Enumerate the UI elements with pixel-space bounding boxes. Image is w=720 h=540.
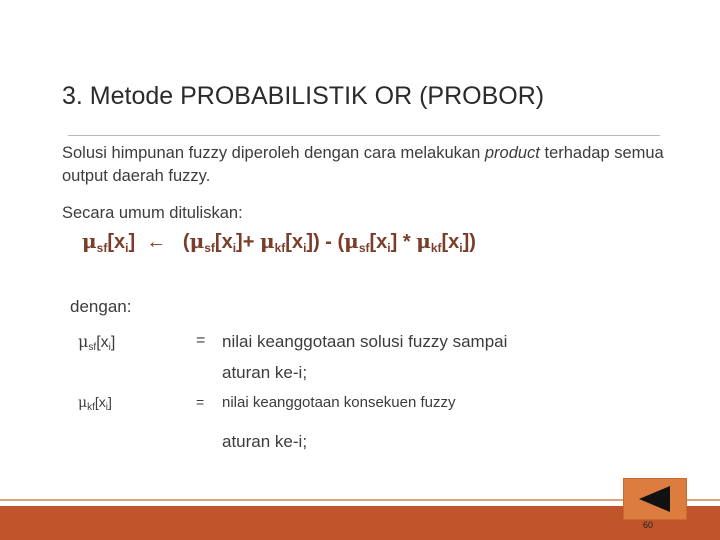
mu-sf-symbol: $\mu_{sf}[x_i]$ xyxy=(78,332,116,353)
arrow-icon: ← xyxy=(146,231,167,253)
definition-1-line-2: aturan ke-i; xyxy=(222,363,308,382)
intro-text-1: Solusi himpunan fuzzy diperoleh dengan cara melakukan xyxy=(62,144,485,162)
footer-bar xyxy=(0,506,720,540)
intro-paragraph xyxy=(62,142,712,188)
equals-sign-1: = xyxy=(196,332,206,349)
dengan-label: dengan: xyxy=(70,297,132,316)
page-number: 60 xyxy=(643,520,654,530)
mu-kf-symbol: $\mu_{kf}[x_i]$ xyxy=(78,394,112,413)
back-button[interactable] xyxy=(623,478,687,520)
intro-text-2: terhadap semua output daerah fuzzy. xyxy=(62,144,664,185)
definition-2-line-1: nilai keanggotaan konsekuen fuzzy xyxy=(222,394,456,411)
equals-sign-2: = xyxy=(196,394,205,410)
definition-2-line-2: aturan ke-i; xyxy=(222,432,308,451)
footer-accent-line xyxy=(0,499,720,501)
title-divider xyxy=(68,135,660,136)
general-statement: Secara umum dituliskan: xyxy=(62,204,243,222)
definition-1-line-1: nilai keanggotaan solusi fuzzy sampai xyxy=(222,332,508,351)
intro-emphasis: product xyxy=(484,144,540,162)
probor-formula: $\mu_{sf}[x_i]$ ← $(\mu_{sf}[x_i]+ \mu_{kf}[x_i]) - (\mu_{sf}[x_i] * \mu_{kf}[x_i])$ xyxy=(82,229,476,255)
triangle-left-icon xyxy=(638,485,672,513)
slide-title: 3. Metode PROBABILISTIK OR (PROBOR) xyxy=(62,82,545,110)
